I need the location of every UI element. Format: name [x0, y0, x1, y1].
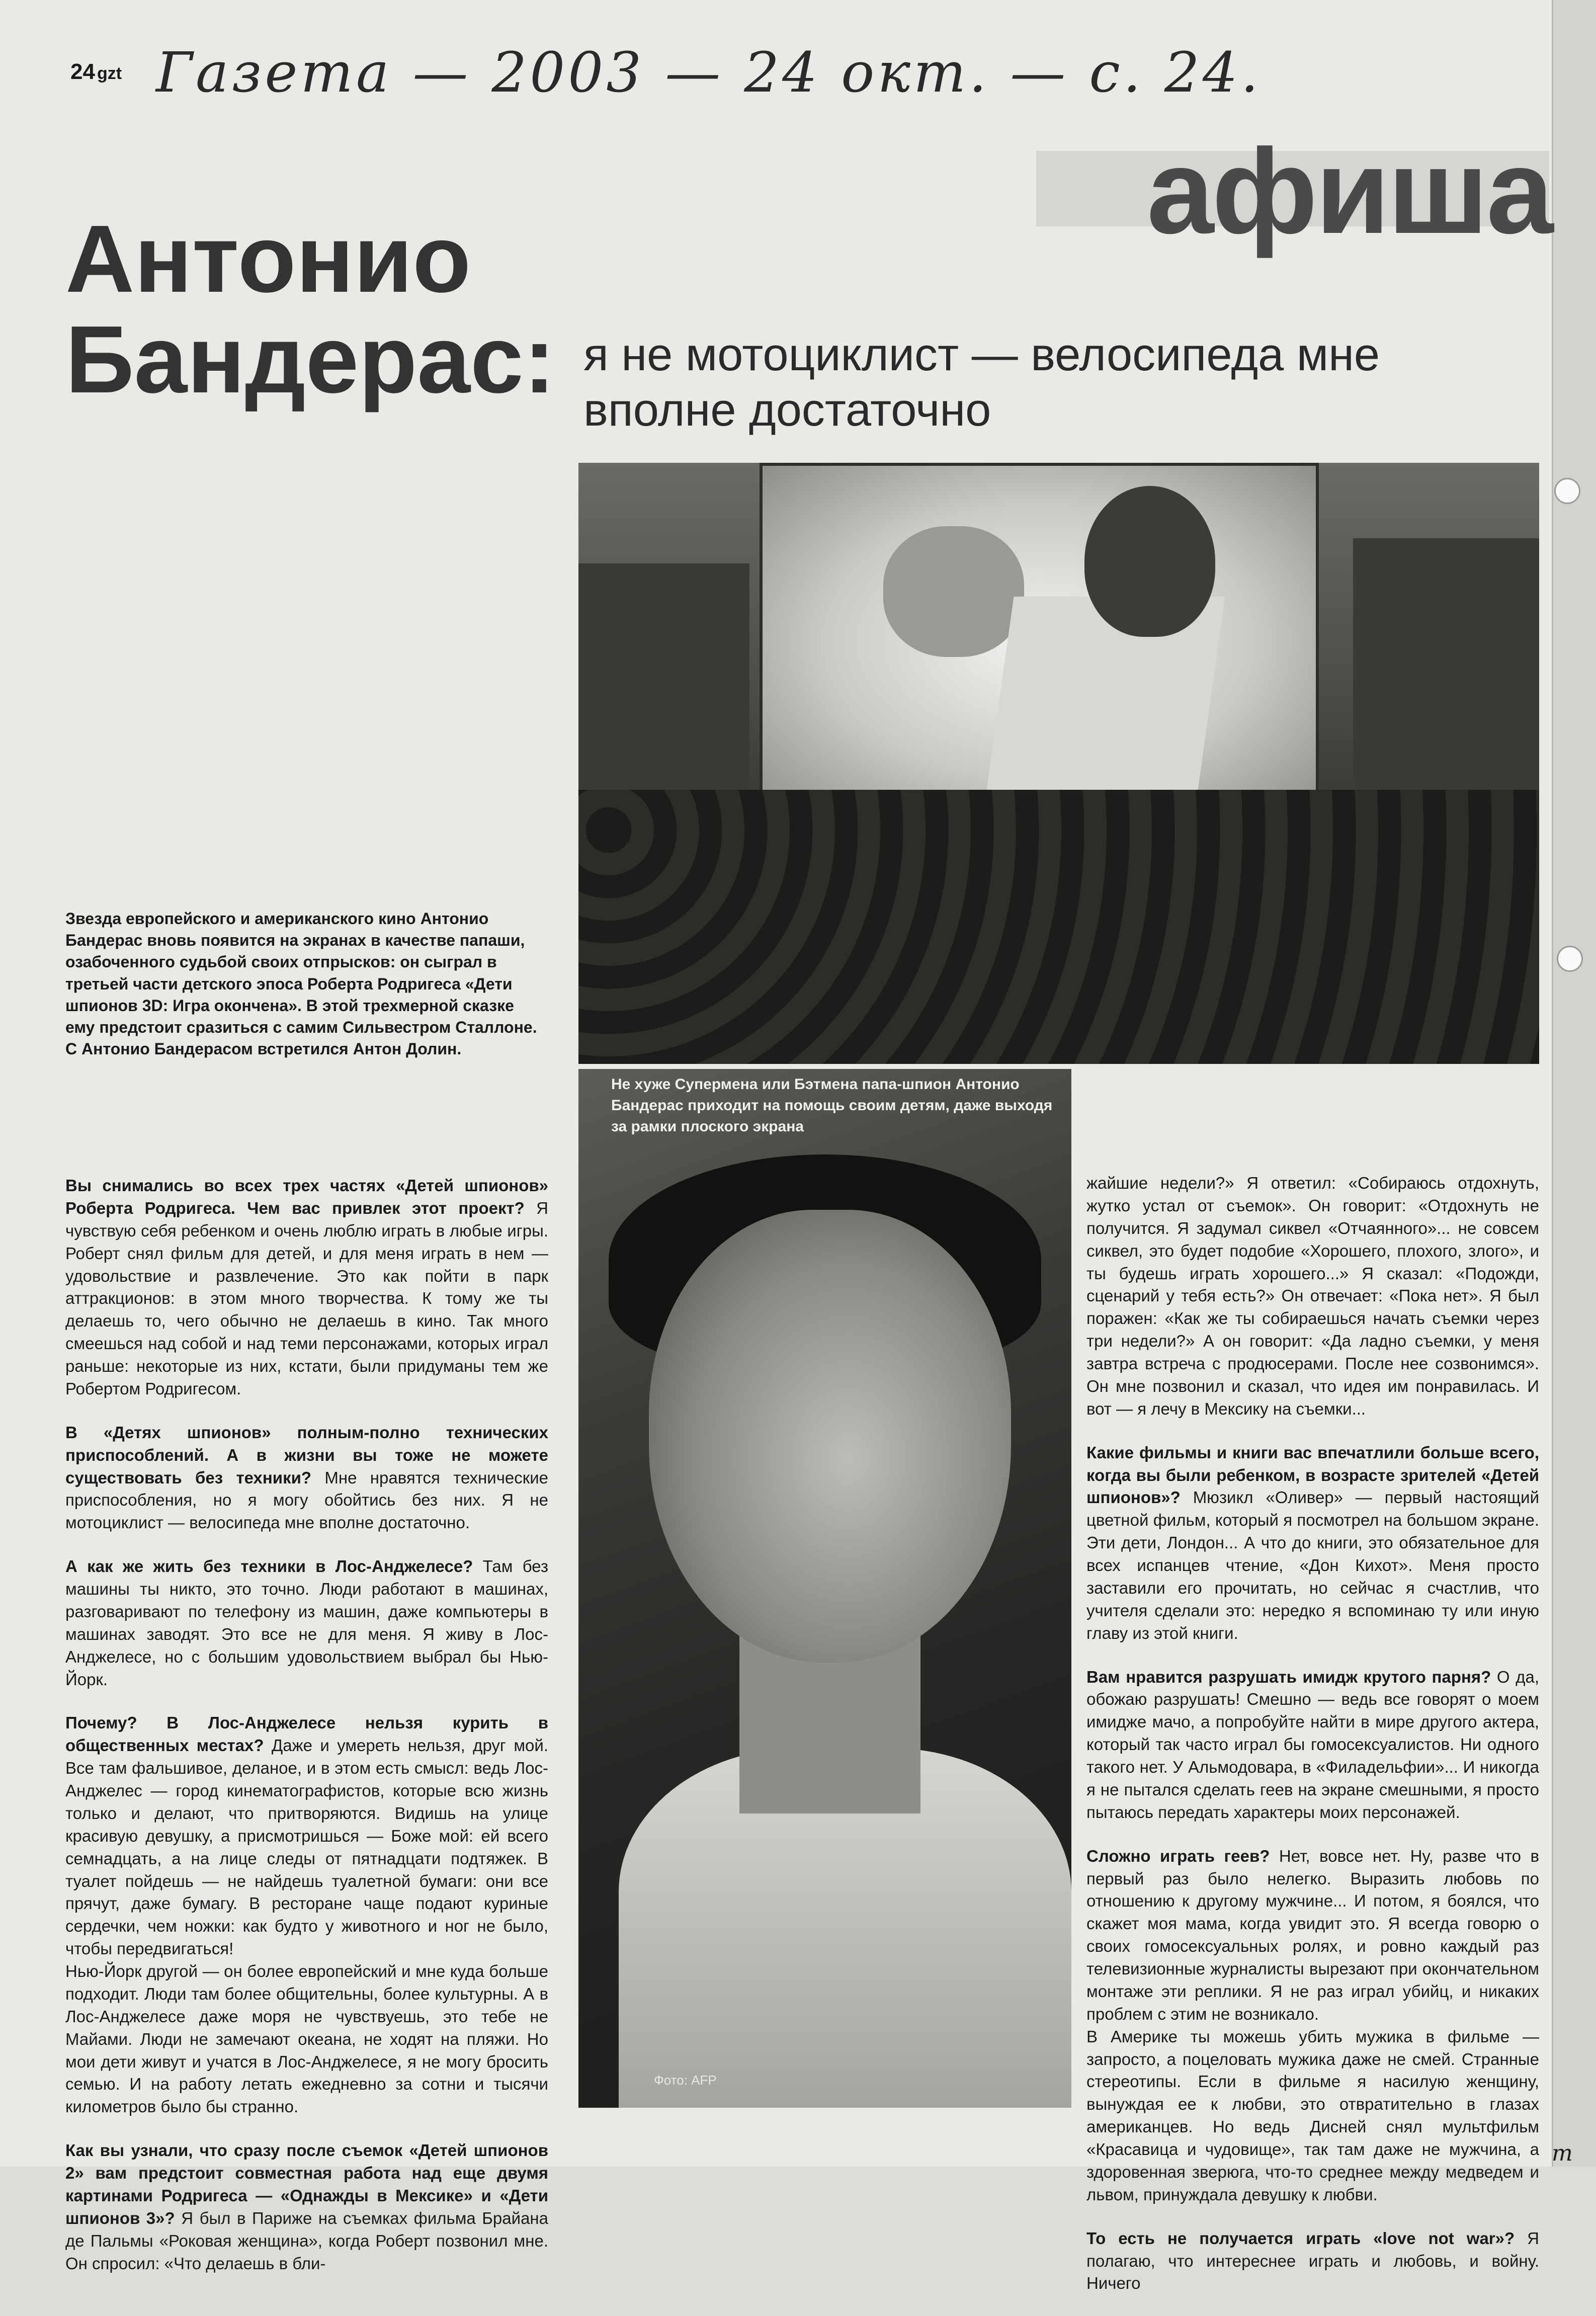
title-line-2: Бандерас:: [65, 306, 555, 413]
bleed-through-text: [70, 433, 553, 835]
qa-item: Сложно играть геев? Нет, вовсе нет. Ну, разве что в первый раз было нелегко. Выразить любовь по отношению к другому мужчине... И потом, я боялся, что скажет моя мама, когда увидит это. Я всегда говорю о своих гомосексуальных ролях, и ровно каждый раз телевизионные журналисты вырезают при окончательном монтаже эти реплики. Я не раз играл убийц, и никаких проблем с этим не возникало.: [1086, 1846, 1539, 2023]
qa-item: Почему? В Лос-Анджелесе нельзя курить в общественных местах? Даже и умереть нельзя, друг мой. Все там фальшивое, деланое, и в этом есть смысл: ведь Лос-Анджелес — город кинематографистов, которые всю жизнь только и делают, что притворяются. Видишь на улице красивую девушку, а присмотришься — Боже мой: ей всего семнадцать, а на лице следы от пятнадцати подтяжек. В туалет пойдешь — не найдешь туалетной бумаги: они все прячут, даже бумагу. В ресторане чаще подают куриные сердечки, чем ножки: как будто у животного и ног не было, чтобы передвигаться!: [65, 1713, 548, 1958]
fist-shape: [883, 526, 1024, 657]
figure-body-shape: [984, 597, 1225, 808]
page-number: 24 gzt: [70, 59, 122, 84]
qa-item: То есть не получается играть «love not war»? Я полагаю, что интереснее играть и любовь, и войну. Ничего: [1086, 2228, 1540, 2293]
balcony-right: [1353, 538, 1539, 820]
audience-silhouettes: [578, 790, 1539, 1064]
balcony-left: [578, 563, 749, 815]
qa-item: Вам нравится разрушать имидж крутого парня? О да, обожаю разрушать! Смешно — ведь все говорят о моем имидже мачо, а попробуйте найти в мире другого актера, который так часто играл бы гомосексуалистов. Ни одного такого нет. У Альмодовара, в «Филадельфии»... И никогда я не пытался сделать геев на экране смешными, я просто пытаюсь передать характеры моих персонажей.: [1086, 1667, 1539, 1822]
qa-item: Как вы узнали, что сразу после съемок «Детей шпионов 2» вам предстоит совместная работа над еще двумя картинами Родригеса — «Однажды в Мексике» и «Дети шпионов 3»? Я был в Париже на съемках фильма Брайана де Пальмы «Роковая женщина», когда Роберт позвонил мне. Он спросил: «Что делаешь в бли-: [65, 2141, 549, 2273]
punch-hole: [1557, 946, 1583, 972]
title-line-1: Антонио: [65, 206, 471, 312]
cinema-photo: [578, 463, 1539, 1064]
article-lead: Звезда европейского и американского кино Антонио Бандерас вновь появится на экранах в качестве папаши, озабоченного судьбой своих отпрысков: он сыграл в третьей части детского эпоса Роберта Родригеса «Дети шпионов 3D: Игра окончена». В этой трехмерной сказке ему предстоит сразиться с самим Сильвестром Сталлоне. С Антонио Бандерасом встретился Антон Долин.: [65, 909, 537, 1058]
subtitle: я не мотоциклист — велосипеда мне вполне достаточно: [583, 329, 1380, 436]
rubric-title: афиша: [1147, 124, 1552, 259]
face-shape: [649, 1210, 1011, 1663]
qa-item: А как же жить без техники в Лос-Анджелесе? Там без машины ты никто, это точно. Люди работают в машинах, разговаривают по телефону из машин, даже компьютеры в машинах заводят. Это все не для меня. Я живу в Лос-Анджелесе, но с большим удовольствием выбрал бы Нью-Йорк.: [65, 1557, 548, 1689]
handwritten-note: Газета — 2003 — 24 окт. — с. 24.: [156, 40, 1262, 105]
right-column: [1086, 1172, 1539, 2316]
page-corner-mark: т: [1552, 2140, 1573, 2166]
qa-item: Какие фильмы и книги вас впечатлили больше всего, когда вы были ребенком, в возрасте зрителей «Детей шпионов»? Мюзикл «Оливер» — первый настоящий цветной фильм, который я посмотрел на большом экране. Эти дети, Лондон... А что до книги, это обязательное для всех испанцев чтение, «Дон Кихот». Меня просто заставили его прочитать, но сейчас я счастлив, что учителя сделали это: нередко я вспоминаю ту или иную главу из этой книги.: [1086, 1443, 1540, 1642]
figure-head-shape: [1084, 486, 1215, 637]
punch-hole: [1554, 478, 1580, 504]
photo-credit: Фото: AFP: [654, 2073, 717, 2088]
paragraph: Нью-Йорк другой — он более европейский и мне куда больше подходит. Люди там более общительны, более культурны. А в Лос-Анджелесе даже моря не чувствуешь, это тебе не Майами. Люди не замечают океана, не ходят на пляжи. Но мои дети живут и учатся в Лос-Анджелесе, я не могу бросить семью. И на работу летать ежедневно за сотни и тысячи километров было бы странно.: [65, 1962, 548, 2116]
logo: gzt: [97, 64, 122, 83]
left-column: [65, 1175, 548, 2296]
qa-item: Вы снимались во всех трех частях «Детей шпионов» Роберта Родригеса. Чем вас привлек этот проект? Я чувствую себя ребенком и очень люблю играть в любые игры. Роберт снял фильм для детей, и для меня играть в нем — удовольствие и развлечение. Это как пойти в парк аттракционов: в этом много творчества. К тому же ты делаешь то, чего обычно не делаешь в кино. Так много смеешься над собой и над теми персонажами, которых играл раньше: некоторые из них, кстати, были придуманы тем же Робертом Родригесом.: [65, 1176, 548, 1398]
photo-caption: Не хуже Супермена или Бэтмена папа-шпион Антонио Бандерас приходит на помощь своим детям, даже выходя за рамки плоского экрана: [611, 1076, 1053, 1135]
adjacent-page-edge: [1552, 0, 1596, 2167]
portrait-photo: [578, 1069, 1071, 2108]
paragraph: В Америке ты можешь убить мужика в фильме — запросто, а поцеловать мужика даже не смей. Странные стереотипы. Если в фильме я насилую женщину, вынуждая ее к любви, это отвратительно в глазах американцев. Но ведь Дисней снял мультфильм «Красавица и чудовище», так там даже не мужчина, а здоровенная зверюга, что-то среднее между медведем и львом, принуждала девушку к любви.: [1086, 2027, 1539, 2204]
cinema-screen: [760, 463, 1319, 821]
paragraph: жайшие недели?» Я ответил: «Собираюсь отдохнуть, жутко устал от съемок». Он говорит: «Отдохнуть не получится. Я задумал сиквел «Отчаянного»... не совсем сиквел, это будет подобие «Хорошего, плохого, злого», и ты будешь играть хорошего...» Я сказал: «Подожди, сценарий у тебя есть?» Он отвечает: «Пока нет». Я был поражен: «Как же ты собираешься начать съемки через три недели?» А он говорит: «Да ладно съемки, у меня завтра встреча с продюсерами. После нее созвонимся». Он мне позвонил и сказал, что идея им понравилась. И вот — я лечу в Мексику на съемки...: [1086, 1174, 1539, 1418]
qa-item: В «Детях шпионов» полным-полно технических приспособлений. А в жизни вы тоже не можете существовать без техники? Мне нравятся технические приспособления, но я могу обойтись без них. Я не мотоциклист — велосипеда мне вполне достаточно.: [65, 1423, 549, 1532]
